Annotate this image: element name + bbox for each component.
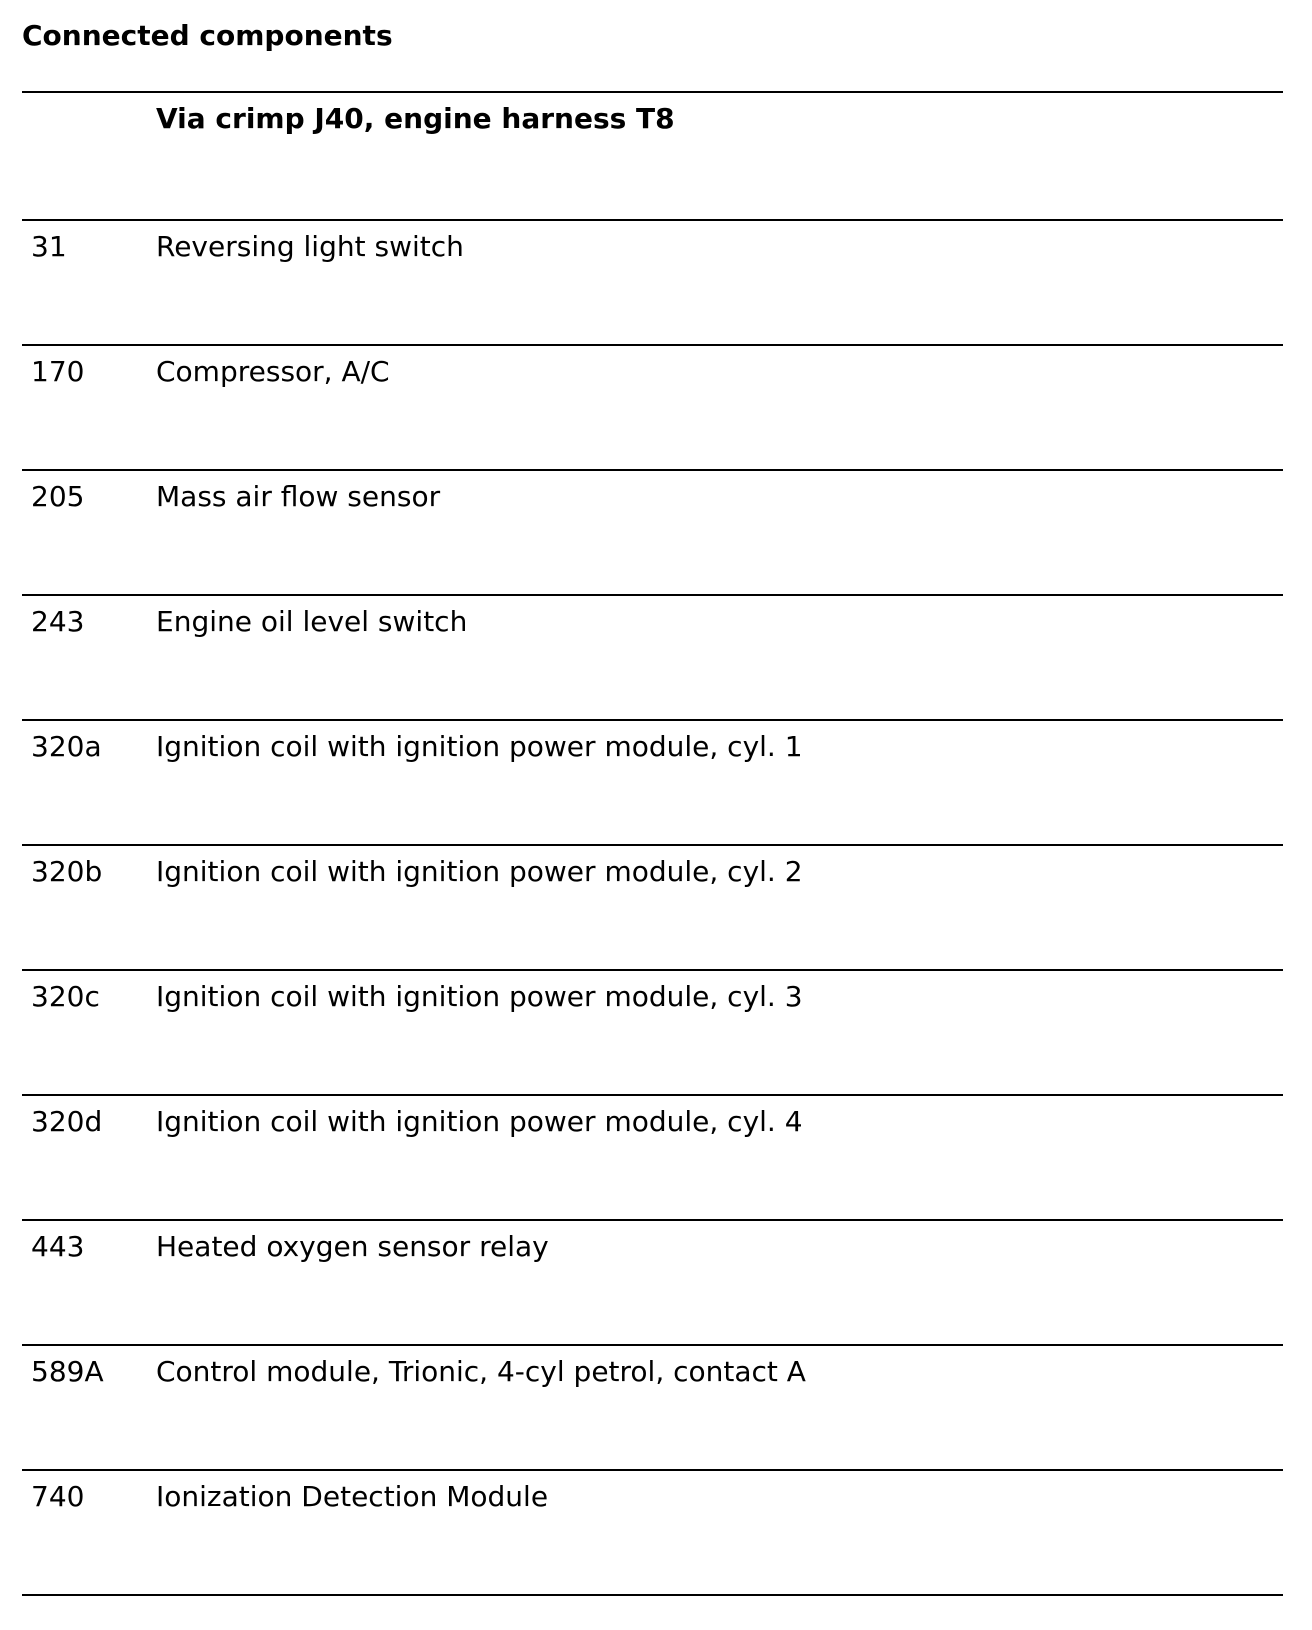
component-code: 443: [31, 1230, 85, 1263]
group-title: Via crimp J40, engine harness T8: [156, 102, 675, 135]
component-description: Compressor, A/C: [156, 355, 390, 388]
table-row: [22, 721, 1283, 846]
table-row: [22, 471, 1283, 596]
component-description: Control module, Trionic, 4-cyl petrol, contact A: [156, 1355, 806, 1388]
component-code: 205: [31, 480, 85, 513]
component-code: 243: [31, 605, 85, 638]
component-description: Ignition coil with ignition power module, cyl. 3: [156, 980, 803, 1013]
component-code: 31: [31, 230, 67, 263]
table-row: [22, 971, 1283, 1096]
table-row: [22, 1096, 1283, 1221]
component-code: 320a: [31, 730, 102, 763]
table-row: [22, 846, 1283, 971]
table-row: [22, 596, 1283, 721]
component-description: Heated oxygen sensor relay: [156, 1230, 549, 1263]
table-row: [22, 221, 1283, 346]
table-group-header-row: [22, 93, 1283, 221]
table-row: [22, 346, 1283, 471]
component-code: 320d: [31, 1105, 103, 1138]
table-row: [22, 1346, 1283, 1471]
component-code: 589A: [31, 1355, 104, 1388]
component-code: 740: [31, 1480, 85, 1513]
component-description: Ionization Detection Module: [156, 1480, 549, 1513]
component-description: Ignition coil with ignition power module, cyl. 1: [156, 730, 803, 763]
component-description: Mass air flow sensor: [156, 480, 441, 513]
component-description: Ignition coil with ignition power module, cyl. 4: [156, 1105, 803, 1138]
table-row: [22, 1221, 1283, 1346]
component-description: Ignition coil with ignition power module, cyl. 2: [156, 855, 803, 888]
components-table: [22, 91, 1283, 1596]
component-description: Reversing light switch: [156, 230, 464, 263]
component-code: 320b: [31, 855, 103, 888]
table-row: [22, 1471, 1283, 1596]
page-title: Connected components: [22, 19, 393, 52]
component-code: 170: [31, 355, 85, 388]
component-description: Engine oil level switch: [156, 605, 468, 638]
component-code: 320c: [31, 980, 100, 1013]
